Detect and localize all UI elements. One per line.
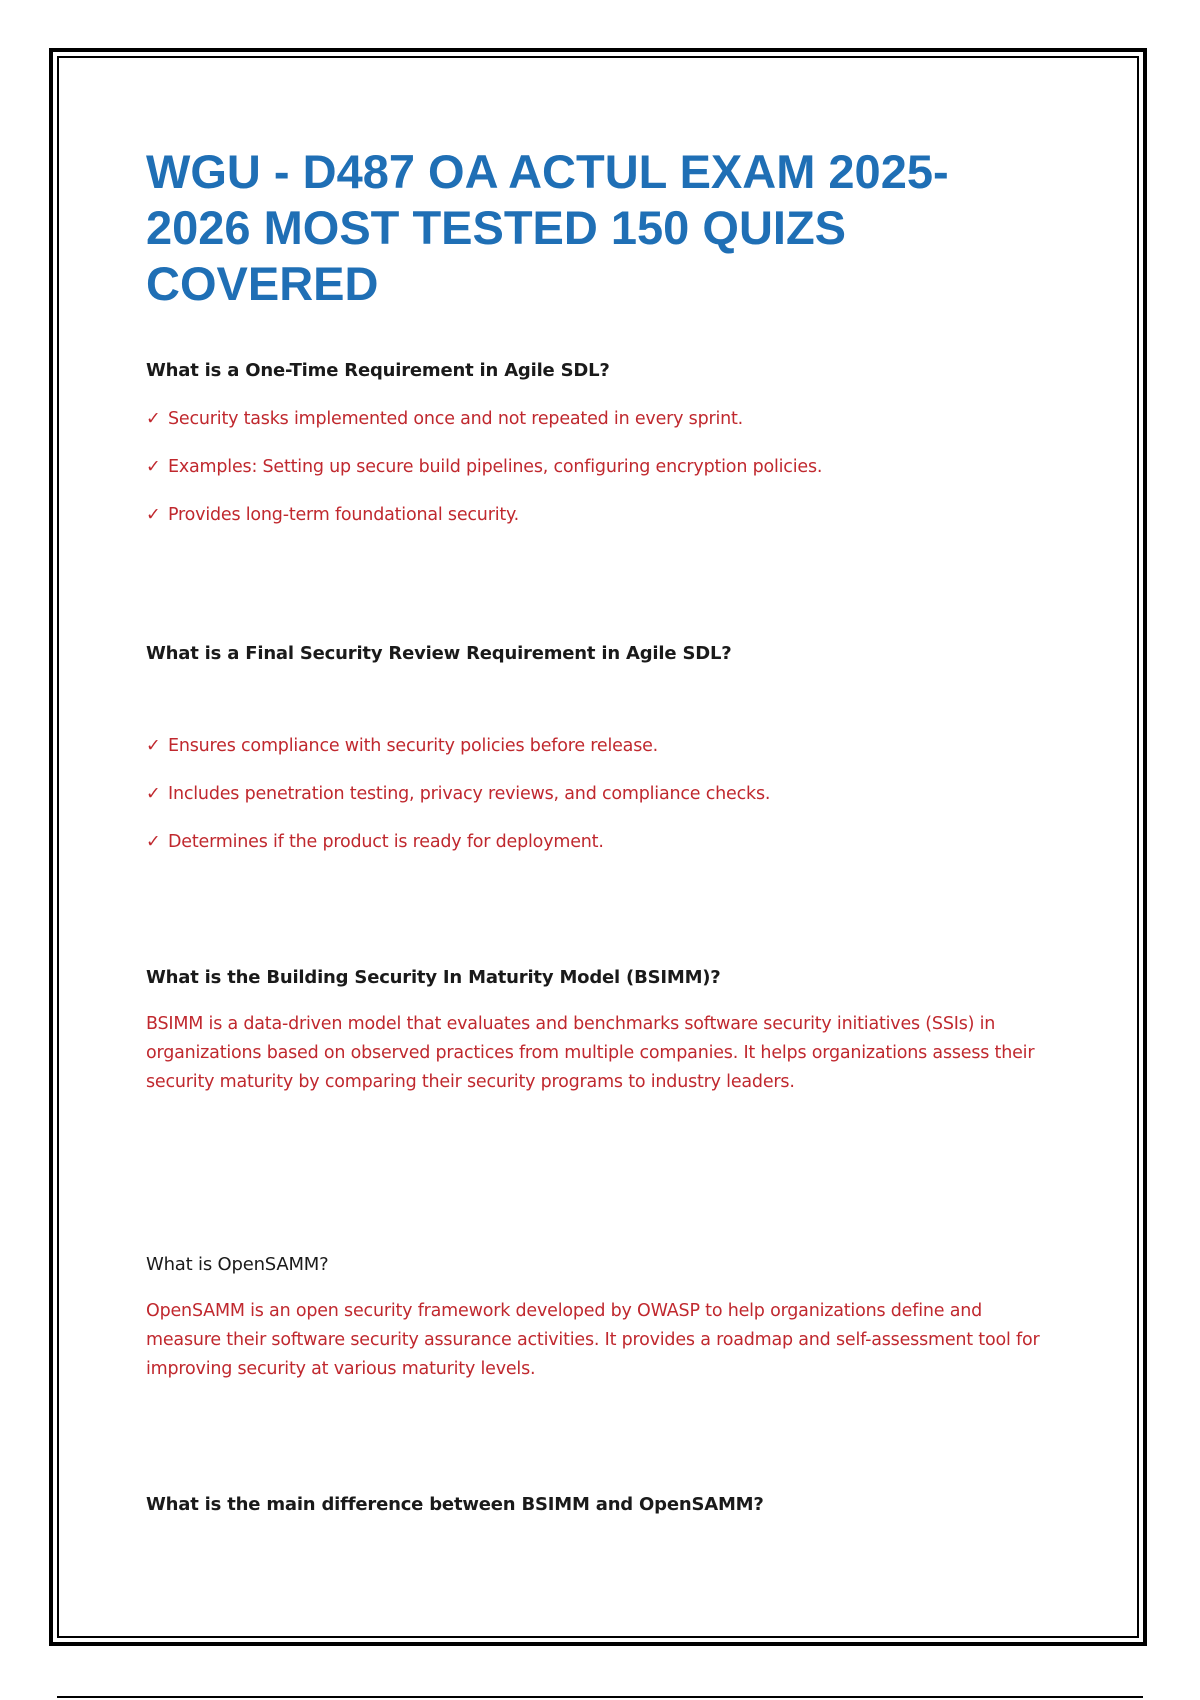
answer-text: Ensures compliance with security policies before release. [168, 736, 659, 756]
answer-text: Includes penetration testing, privacy reviews, and compliance checks. [168, 784, 771, 804]
check-icon: ✓ [146, 409, 161, 429]
check-icon: ✓ [146, 736, 161, 756]
answer-text: Provides long-term foundational security. [168, 505, 520, 525]
answer-list-one-time-requirement [146, 407, 822, 551]
answer-list-final-security-review [146, 734, 770, 878]
answer-item [146, 407, 822, 431]
answer-item [146, 455, 822, 479]
answer-paragraph-opensamm: OpenSAMM is an open security framework developed by OWASP to help organizations define and measure their software security assurance activities. It provides a roadmap and self-assessment tool for improving security at various maturity levels. [146, 1301, 1040, 1379]
answer-item [146, 782, 770, 806]
check-icon: ✓ [146, 832, 161, 852]
check-icon: ✓ [146, 457, 161, 477]
answer-item [146, 830, 770, 854]
question-opensamm: What is OpenSAMM? [146, 1254, 329, 1275]
question-final-security-review: What is a Final Security Review Requirement in Agile SDL? [146, 643, 732, 664]
answer-text: Security tasks implemented once and not repeated in every sprint. [168, 409, 744, 429]
question-bsimm: What is the Building Security In Maturity Model (BSIMM)? [146, 967, 721, 988]
answer-item [146, 734, 770, 758]
question-one-time-requirement: What is a One-Time Requirement in Agile SDL? [146, 360, 610, 381]
answer-paragraph-bsimm: BSIMM is a data-driven model that evaluates and benchmarks software security initiatives (SSIs) in organizations based on observed practices from multiple companies. It helps organizations assess their security maturity by comparing their security programs to industry leaders. [146, 1014, 1035, 1092]
question-bsimm-vs-opensamm: What is the main difference between BSIMM and OpenSAMM? [146, 1494, 764, 1515]
answer-text: Examples: Setting up secure build pipelines, configuring encryption policies. [168, 457, 823, 477]
check-icon: ✓ [146, 784, 161, 804]
page-title: WGU - D487 OA ACTUL EXAM 2025-2026 MOST TESTED 150 QUIZS COVERED [146, 145, 949, 310]
answer-item [146, 503, 822, 527]
check-icon: ✓ [146, 505, 161, 525]
bottom-rule [57, 1696, 1143, 1698]
answer-text: Determines if the product is ready for deployment. [168, 832, 604, 852]
